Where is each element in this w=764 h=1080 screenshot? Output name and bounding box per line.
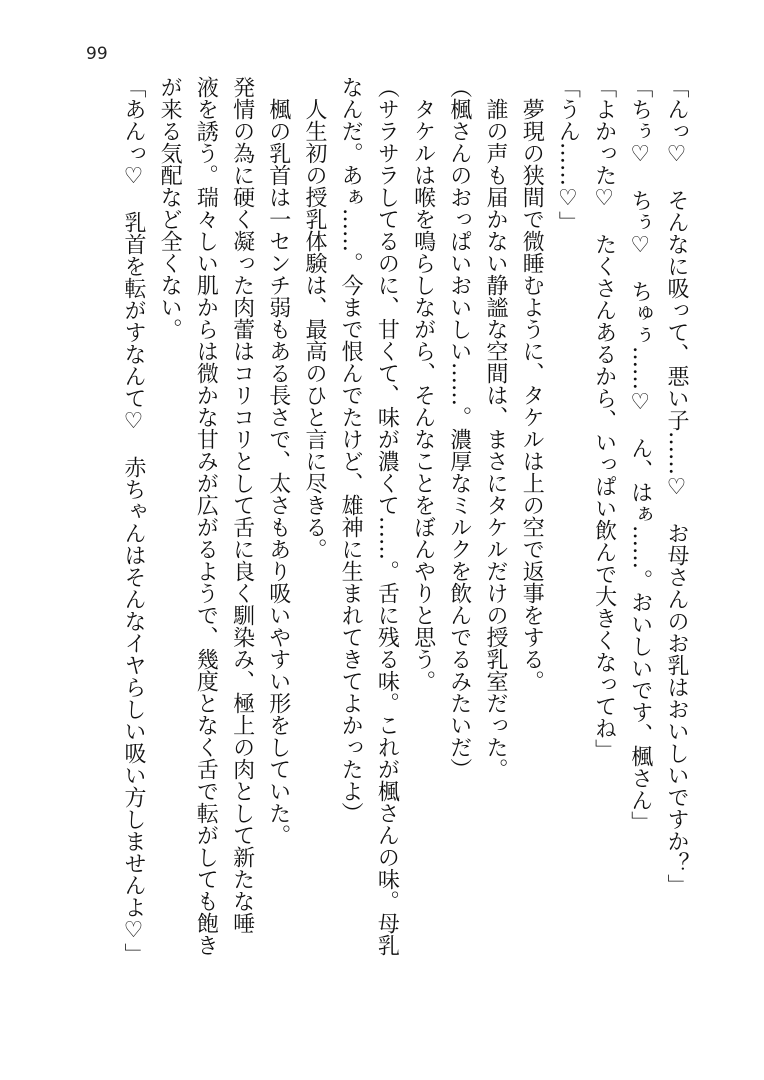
text-line: 人生初の授乳体験は、最高のひと言に尽きる。	[301, 76, 327, 560]
text-line: （楓さんのおっぱいおいしい……。濃厚なミルクを飲んでるみたいだ）	[446, 76, 472, 780]
text-line: 「ちぅ♡ ちぅ♡ ちゅぅ……♡ ん、はぁ……。おいしいです、楓さん」	[627, 76, 653, 833]
text-line: が来る気配など全くない。	[157, 76, 183, 340]
text-line: 「うん……♡」	[555, 76, 581, 233]
text-line: なんだ。あぁ……。今まで恨んでたけど、雄神に生まれてきてよかったよ）	[338, 76, 364, 824]
page-number: 99	[86, 44, 108, 64]
text-line: 発情の為に硬く凝った肉蕾はコリコリとして舌に良く馴染み、極上の肉として新たな唾	[229, 76, 255, 934]
text-line: 夢現の狭間で微睡むように、タケルは上の空で返事をする。	[519, 76, 545, 692]
text-line: 「んっ♡ そんなに吸って、悪い子……♡ お母さんのお乳はおいしいですか？」	[664, 76, 689, 896]
novel-text-body	[54, 76, 694, 1036]
text-line: （サラサラしてるのに、甘くて、味が濃くて……。舌に残る味。これが楓さんの味。母乳	[374, 76, 400, 956]
text-line: 「あんっ♡ 乳首を転がすなんて♡ 赤ちゃんはそんなイヤらしい吸い方しませんよ♡」	[120, 76, 146, 965]
text-line: 液を誘う。瑞々しい肌からは微かな甘みが広がるようで、幾度となく舌で転がしても飽き	[193, 76, 219, 956]
text-line: 楓の乳首は一センチ弱もある長さで、太さもあり吸いやすい形をしていた。	[265, 76, 291, 846]
text-line: 「よかった♡ たくさんあるから、いっぱい飲んで大きくなってね」	[591, 76, 617, 761]
text-line: タケルは喉を鳴らしながら、そんなことをぼんやりと思う。	[410, 76, 436, 692]
text-line: 誰の声も届かない静謐な空間は、まさにタケルだけの授乳室だった。	[482, 76, 508, 780]
